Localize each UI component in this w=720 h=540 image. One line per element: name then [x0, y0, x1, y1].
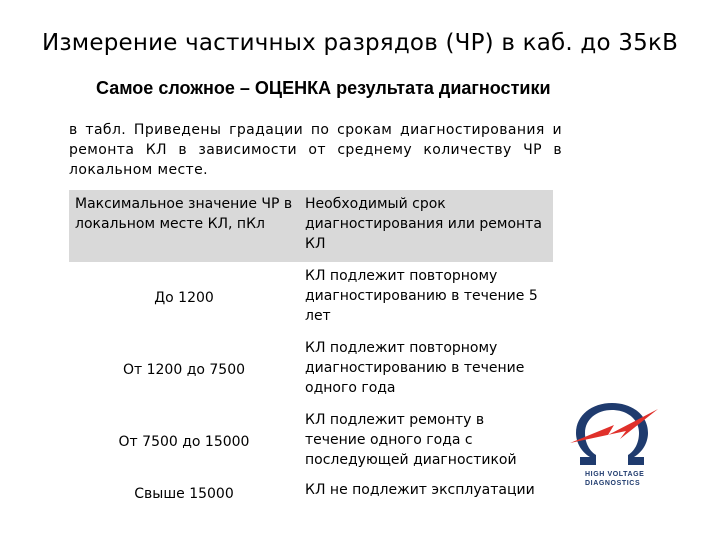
table-cell-action: КЛ не подлежит эксплуатации: [305, 482, 535, 498]
table-cell-action: КЛ подлежит ремонту в течение одного года с последующей диагностикой: [305, 412, 517, 468]
subtitle: Самое сложное – ОЦЕНКА результата диагностики: [96, 78, 551, 98]
table-header-row: [69, 190, 553, 262]
page-title: Измерение частичных разрядов (ЧР) в каб. до 35кВ: [41, 30, 679, 56]
table-cell-threshold: От 1200 до 7500: [122, 362, 246, 378]
logo-line-2: DIAGNOSTICS: [585, 480, 641, 487]
table-row: [69, 334, 553, 406]
table-cell-threshold: До 1200: [154, 290, 214, 306]
table-cell-threshold: Свыше 15000: [134, 486, 234, 502]
table-cell-action: КЛ подлежит повторному диагностированию в течение 5 лет: [305, 268, 538, 324]
logo-caption: [585, 470, 665, 488]
table-cell-threshold: От 7500 до 15000: [118, 434, 250, 450]
table-header-cell: Необходимый срок диагностирования или ремонта КЛ: [299, 190, 553, 262]
table-row: [69, 406, 553, 478]
table-row: [69, 478, 553, 512]
criteria-table: [69, 190, 553, 512]
table-header-cell: Максимальное значение ЧР в локальном месте КЛ, пКл: [69, 190, 299, 262]
intro-text: в табл. Приведены градации по срокам диагностирования и ремонта КЛ в зависимости от среднему количеству ЧР в локальном месте.: [69, 122, 562, 178]
table-cell-action: КЛ подлежит повторному диагностированию в течение одного года: [305, 340, 525, 396]
logo-line-1: HIGH VOLTAGE: [585, 471, 645, 478]
table-row: [69, 262, 553, 334]
